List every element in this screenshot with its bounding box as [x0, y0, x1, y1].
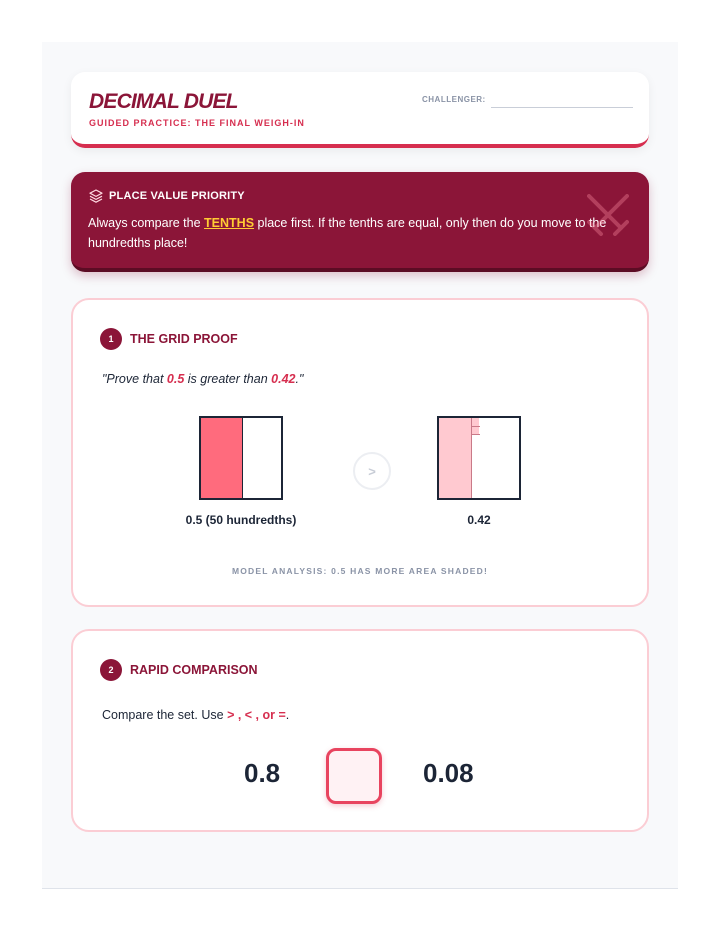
layers-icon — [88, 188, 104, 204]
step-number-2: 2 — [100, 659, 122, 681]
hundredths-grid-right — [437, 416, 521, 500]
grid-left-label: 0.5 (50 hundredths) — [185, 513, 297, 527]
shaded-area-left — [201, 418, 242, 498]
left-decimal: 0.8 — [244, 758, 281, 788]
answer-box[interactable] — [326, 748, 382, 804]
header-card — [71, 72, 649, 148]
grid-divider — [471, 418, 472, 498]
grid-divider — [242, 418, 243, 498]
crossed-swords-icon — [581, 188, 635, 242]
right-decimal: 0.08 — [423, 758, 474, 788]
grid-right-label: 0.42 — [467, 513, 491, 527]
model-analysis: MODEL ANALYSIS: 0.5 HAS MORE AREA SHADED! — [231, 566, 489, 576]
grid-proof-title: THE GRID PROOF — [130, 332, 238, 346]
worksheet-page — [42, 42, 678, 889]
comparison-operator: > — [353, 452, 391, 490]
banner-text: Always compare the TENTHS place first. If the tenths are equal, only then do you move to the hundredths place! — [88, 216, 607, 250]
shaded-area-right — [439, 418, 471, 498]
rapid-comparison-title: RAPID COMPARISON — [130, 663, 258, 677]
grid-proof-prompt: "Prove that 0.5 is greater than 0.42." — [102, 372, 304, 386]
hundredths-grid-left — [199, 416, 283, 500]
grid-proof-card — [71, 298, 649, 607]
grid-tick — [472, 434, 480, 435]
banner-title: PLACE VALUE PRIORITY — [109, 190, 245, 202]
grid-tick — [472, 426, 480, 427]
place-value-banner — [71, 172, 649, 272]
tenths-highlight: TENTHS — [204, 216, 255, 230]
rapid-instructions: Compare the set. Use > , < , or =. — [102, 708, 290, 722]
rapid-comparison-card — [71, 629, 649, 832]
challenger-name-field[interactable] — [491, 107, 633, 108]
page-title: DECIMAL DUEL — [89, 90, 238, 113]
challenger-label: CHALLENGER: — [422, 95, 486, 104]
page-subtitle: GUIDED PRACTICE: THE FINAL WEIGH-IN — [89, 118, 305, 128]
step-number-1: 1 — [100, 328, 122, 350]
